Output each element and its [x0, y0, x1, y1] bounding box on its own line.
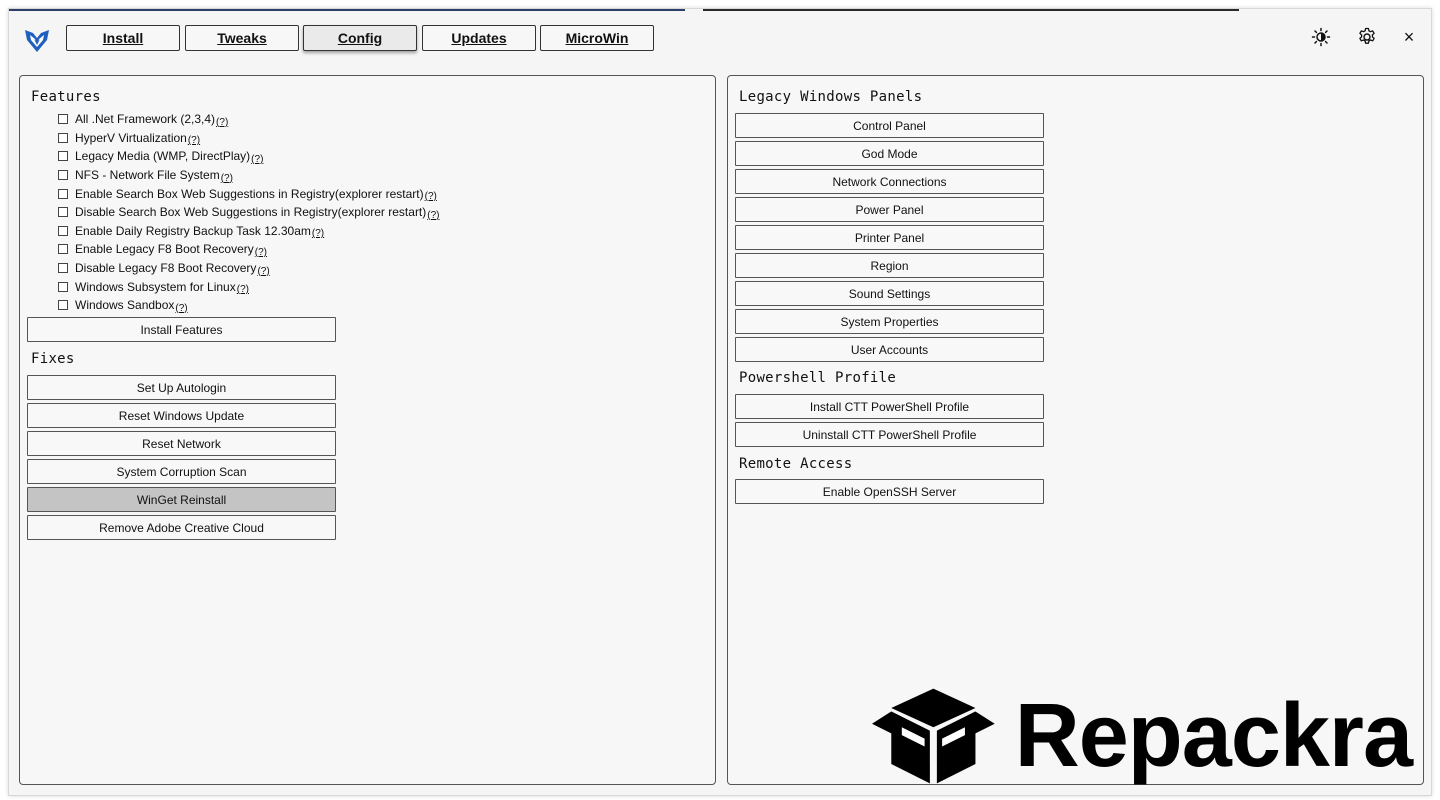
feature-label: Disable Search Box Web Suggestions in Registry(explorer restart) — [75, 205, 427, 220]
network-connections-button[interactable]: Network Connections — [735, 169, 1044, 194]
feature-label: Enable Search Box Web Suggestions in Registry(explorer restart) — [75, 186, 424, 201]
feature-item[interactable] — [58, 203, 440, 222]
enable-openssh-button[interactable]: Enable OpenSSH Server — [735, 479, 1044, 504]
checkbox[interactable] — [58, 133, 68, 143]
feature-label: All .Net Framework (2,3,4) — [75, 112, 216, 127]
legacy-panels-list — [735, 113, 1044, 365]
checkbox[interactable] — [58, 207, 68, 217]
feature-item[interactable] — [58, 259, 440, 278]
reset-network-button[interactable]: Reset Network — [27, 431, 336, 456]
feature-item[interactable] — [58, 110, 440, 129]
feature-item[interactable] — [58, 296, 440, 315]
feature-item[interactable] — [58, 147, 440, 166]
feature-label: Disable Legacy F8 Boot Recovery — [75, 261, 257, 276]
fixes-list — [27, 375, 336, 543]
help-link[interactable]: (?) — [424, 191, 437, 203]
control-panel-button[interactable]: Control Panel — [735, 113, 1044, 138]
checkbox[interactable] — [58, 244, 68, 254]
install-ctt-profile-button[interactable]: Install CTT PowerShell Profile — [735, 394, 1044, 419]
reset-windows-update-button[interactable]: Reset Windows Update — [27, 403, 336, 428]
install-features-button[interactable]: Install Features — [27, 317, 336, 342]
help-link[interactable]: (?) — [257, 265, 270, 277]
feature-label: Enable Daily Registry Backup Task 12.30am — [75, 223, 311, 238]
checkbox[interactable] — [58, 170, 68, 180]
tab-install[interactable]: Install — [66, 25, 180, 51]
printer-panel-button[interactable]: Printer Panel — [735, 225, 1044, 250]
system-properties-button[interactable]: System Properties — [735, 309, 1044, 334]
sun-icon — [1311, 27, 1331, 47]
feature-item[interactable] — [58, 240, 440, 259]
feature-label: Enable Legacy F8 Boot Recovery — [75, 242, 254, 257]
help-link[interactable]: (?) — [311, 228, 325, 240]
feature-label: Windows Subsystem for Linux — [75, 279, 236, 294]
fixes-title: Fixes — [31, 351, 75, 367]
left-panel — [19, 75, 716, 785]
features-actions — [27, 317, 336, 345]
tab-updates[interactable]: Updates — [422, 25, 536, 51]
feature-item[interactable] — [58, 222, 440, 241]
box-logo-icon — [872, 678, 995, 794]
features-title: Features — [31, 89, 101, 105]
powershell-list — [735, 394, 1044, 450]
user-accounts-button[interactable]: User Accounts — [735, 337, 1044, 362]
feature-label: NFS - Network File System — [75, 168, 220, 183]
checkbox[interactable] — [58, 151, 68, 161]
help-link[interactable]: (?) — [175, 302, 188, 314]
remote-access-list — [735, 479, 1044, 507]
legacy-panels-title: Legacy Windows Panels — [739, 89, 923, 105]
tab-config[interactable]: Config — [303, 25, 417, 51]
app-logo-icon — [23, 26, 51, 54]
winget-reinstall-button[interactable]: WinGet Reinstall — [27, 487, 336, 512]
feature-label: Windows Sandbox — [75, 298, 175, 313]
system-corruption-scan-button[interactable]: System Corruption Scan — [27, 459, 336, 484]
help-link[interactable]: (?) — [220, 172, 233, 184]
sound-settings-button[interactable]: Sound Settings — [735, 281, 1044, 306]
checkbox[interactable] — [58, 263, 68, 273]
feature-label: Legacy Media (WMP, DirectPlay) — [75, 149, 251, 164]
watermark-text: Repackra — [1014, 686, 1412, 786]
features-list — [58, 110, 440, 315]
close-button[interactable] — [1395, 23, 1423, 51]
power-panel-button[interactable]: Power Panel — [735, 197, 1044, 222]
checkbox[interactable] — [58, 226, 68, 236]
watermark — [872, 678, 1412, 794]
help-link[interactable]: (?) — [216, 116, 229, 128]
help-link[interactable]: (?) — [254, 246, 268, 258]
remove-adobe-button[interactable]: Remove Adobe Creative Cloud — [27, 515, 336, 540]
feature-item[interactable] — [58, 166, 440, 185]
theme-toggle-button[interactable] — [1307, 23, 1335, 51]
help-link[interactable]: (?) — [427, 209, 440, 221]
uninstall-ctt-profile-button[interactable]: Uninstall CTT PowerShell Profile — [735, 422, 1044, 447]
checkbox[interactable] — [58, 282, 68, 292]
help-link[interactable]: (?) — [187, 135, 201, 147]
checkbox[interactable] — [58, 189, 68, 199]
close-icon: × — [1403, 26, 1415, 47]
checkbox[interactable] — [58, 114, 68, 124]
powershell-title: Powershell Profile — [739, 370, 897, 386]
header-bar — [9, 9, 1433, 69]
checkbox[interactable] — [58, 300, 68, 310]
settings-button[interactable] — [1353, 23, 1381, 51]
feature-item[interactable] — [58, 277, 440, 296]
autologin-button[interactable]: Set Up Autologin — [27, 375, 336, 400]
tab-microwin[interactable]: MicroWin — [540, 25, 654, 51]
tab-tweaks[interactable]: Tweaks — [185, 25, 299, 51]
feature-item[interactable] — [58, 184, 440, 203]
remote-access-title: Remote Access — [739, 456, 853, 472]
feature-label: HyperV Virtualization — [75, 130, 187, 145]
gear-icon — [1357, 27, 1377, 47]
help-link[interactable]: (?) — [236, 284, 249, 296]
god-mode-button[interactable]: God Mode — [735, 141, 1044, 166]
help-link[interactable]: (?) — [251, 153, 264, 165]
feature-item[interactable] — [58, 129, 440, 148]
region-button[interactable]: Region — [735, 253, 1044, 278]
